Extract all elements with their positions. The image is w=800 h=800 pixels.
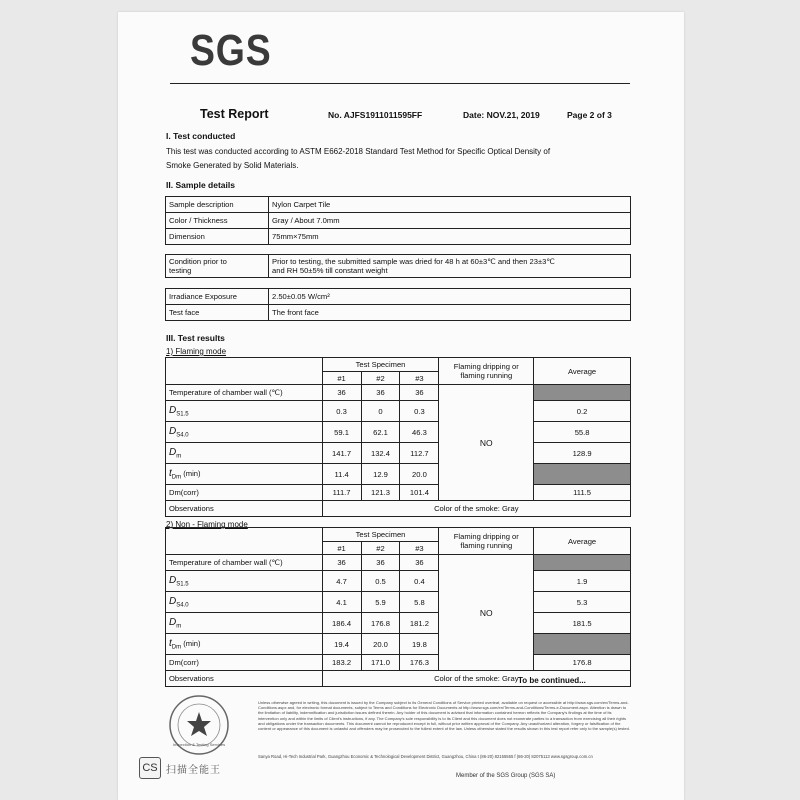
- specimen-value: 11.4: [322, 464, 361, 485]
- row-label: Dm(corr): [166, 485, 323, 501]
- specimen-value: 46.3: [400, 422, 439, 443]
- specimen-value: 0.3: [322, 401, 361, 422]
- header-flaming-dripping: Flaming dripping or flaming running: [439, 358, 534, 385]
- sgs-member-note: Member of the SGS Group (SGS SA): [456, 773, 556, 779]
- table-row: [166, 289, 631, 305]
- table-row: [166, 229, 631, 245]
- header-specimen-2: #2: [361, 542, 400, 555]
- specimen-value: 4.7: [322, 571, 361, 592]
- test-method-line-2: Smoke Generated by Solid Materials.: [166, 161, 299, 170]
- table-row: [166, 655, 631, 671]
- specimen-value: 36: [400, 385, 439, 401]
- table-row: [166, 634, 631, 655]
- header-specimen-1: #1: [322, 542, 361, 555]
- sgs-logo: SGS: [190, 26, 272, 75]
- specimen-value: 36: [361, 555, 400, 571]
- header-specimen-3: #3: [400, 372, 439, 385]
- table-header-row: [166, 528, 631, 542]
- header-specimen-3: #3: [400, 542, 439, 555]
- row-label: Test face: [166, 305, 269, 321]
- sample-details-table: [165, 196, 631, 245]
- row-label: $D_m$: [166, 443, 323, 464]
- specimen-value: 5.9: [361, 592, 400, 613]
- table-row: [166, 305, 631, 321]
- specimen-value: 121.3: [361, 485, 400, 501]
- row-label: Temperature of chamber wall (℃): [166, 385, 323, 401]
- table-row: [166, 255, 631, 278]
- table-row: [166, 613, 631, 634]
- average-value: [534, 385, 631, 401]
- flaming-results-table: [165, 357, 631, 517]
- average-value: [534, 555, 631, 571]
- table-row: [166, 555, 631, 571]
- specimen-value: 0.5: [361, 571, 400, 592]
- specimen-value: 183.2: [322, 655, 361, 671]
- table-row: [166, 385, 631, 401]
- non-flaming-results-table: [165, 527, 631, 687]
- specimen-value: 176.3: [400, 655, 439, 671]
- header-flaming-dripping: Flaming dripping or flaming running: [439, 528, 534, 555]
- specimen-value: 12.9: [361, 464, 400, 485]
- row-label: $D_m$: [166, 613, 323, 634]
- specimen-value: 62.1: [361, 422, 400, 443]
- specimen-value: 186.4: [322, 613, 361, 634]
- observations-label: Observations: [166, 501, 323, 517]
- table-row: [166, 592, 631, 613]
- table-row: [166, 443, 631, 464]
- average-value: 0.2: [534, 401, 631, 422]
- specimen-value: 36: [322, 555, 361, 571]
- specimen-value: 19.8: [400, 634, 439, 655]
- row-label: $D_{S1.5}$: [166, 571, 323, 592]
- exposure-table: [165, 288, 631, 321]
- table-row: [166, 464, 631, 485]
- table-row: [166, 501, 631, 517]
- specimen-value: 141.7: [322, 443, 361, 464]
- condition-label: Condition prior to testing: [166, 255, 269, 278]
- table-row: [166, 213, 631, 229]
- row-label: Sample description: [166, 197, 269, 213]
- specimen-value: 36: [361, 385, 400, 401]
- non-flaming-mode-heading: 2) Non - Flaming mode: [166, 520, 248, 529]
- average-value: 5.3: [534, 592, 631, 613]
- report-date: Date: NOV.21, 2019: [463, 110, 540, 120]
- header-average: Average: [534, 358, 631, 385]
- row-value: Gray / About 7.0mm: [269, 213, 631, 229]
- company-address: Sanya Road, Hi-Tech Industrial Park, Guangzhou Economic & Technological Development District, Guangzhou, China t (86-20) 82155555 f (86-20) 82075113 www.sgsgroup.com.cn: [258, 754, 593, 759]
- table-row: [166, 197, 631, 213]
- row-label: Dimension: [166, 229, 269, 245]
- row-label: Dm(corr): [166, 655, 323, 671]
- row-value: The front face: [269, 305, 631, 321]
- camscanner-watermark: 扫描全能王: [166, 765, 221, 776]
- specimen-value: 111.7: [322, 485, 361, 501]
- specimen-value: 171.0: [361, 655, 400, 671]
- stamp-caption: Inspection & Testing Services: [172, 742, 226, 747]
- table-header-row: [166, 358, 631, 372]
- page-title: Test Report: [200, 107, 269, 121]
- row-label: $D_{S1.5}$: [166, 401, 323, 422]
- test-method-line-1: This test was conducted according to ASTM E662-2018 Standard Test Method for Specific Optical Density of: [166, 147, 551, 156]
- report-number: No. AJFS1911011595FF: [328, 110, 423, 120]
- average-value: 55.8: [534, 422, 631, 443]
- section-heading-test-conducted: I. Test conducted: [166, 131, 236, 141]
- header-average: Average: [534, 528, 631, 555]
- row-label: Irradiance Exposure: [166, 289, 269, 305]
- specimen-value: 0.3: [400, 401, 439, 422]
- average-value: 176.8: [534, 655, 631, 671]
- specimen-value: 59.1: [322, 422, 361, 443]
- specimen-value: 0: [361, 401, 400, 422]
- condition-value: Prior to testing, the submitted sample was dried for 48 h at 60±3℃ and then 23±3℃ and RH 50±5% till constant weight: [269, 255, 631, 278]
- terms-fine-print: Unless otherwise agreed in writing, this document is issued by the Company subject to its General Conditions of Service printed overleaf, available on request or accessible at http://www.sgs.com/en/Terms-and-Conditions.aspx and, for electronic format documents, subject to Terms and Conditions for Electronic Documents at http://www.sgs.com/en/Terms-and-Conditions/Terms-e-Document.aspx. Attention is drawn to the limitation of liability, indemnification and jurisdiction issues defined therein. Any holder of this document is advised that information contained hereon reflects the Company's findings at the time of its intervention only and within the limits of Client's instructions, if any. The Company's sole responsibility is to its Client and this document does not exonerate parties to a transaction from exercising all their rights and obligations under the transaction documents. This document cannot be reproduced except in full, without prior written approval of the Company. Any unauthorized alteration, forgery or falsification of the content or appearance of this document is unlawful and offenders may be prosecuted to the fullest extent of the law. Unless otherwise stated the results shown in this test report refer only to the sample(s) tested.: [258, 700, 630, 732]
- flaming-mode-heading: 1) Flaming mode: [166, 347, 227, 356]
- specimen-value: 36: [400, 555, 439, 571]
- header-test-specimen: Test Specimen: [322, 528, 439, 542]
- average-value: 181.5: [534, 613, 631, 634]
- specimen-value: 0.4: [400, 571, 439, 592]
- observations-label: Observations: [166, 671, 323, 687]
- section-heading-sample-details: II. Sample details: [166, 180, 235, 190]
- camscanner-icon: CS: [139, 757, 161, 779]
- table-row: [166, 422, 631, 443]
- average-value: 128.9: [534, 443, 631, 464]
- header-rule: [170, 83, 630, 84]
- specimen-value: 5.8: [400, 592, 439, 613]
- row-label: $t_{Dm}$ (min): [166, 464, 323, 485]
- specimen-value: 4.1: [322, 592, 361, 613]
- flaming-dripping-value: NO: [439, 555, 534, 671]
- specimen-value: 101.4: [400, 485, 439, 501]
- row-value: 2.50±0.05 W/cm²: [269, 289, 631, 305]
- row-label: $D_{S4.0}$: [166, 592, 323, 613]
- table-row: [166, 485, 631, 501]
- average-value: 1.9: [534, 571, 631, 592]
- specimen-value: 176.8: [361, 613, 400, 634]
- specimen-value: 36: [322, 385, 361, 401]
- row-label: Temperature of chamber wall (℃): [166, 555, 323, 571]
- condition-table: [165, 254, 631, 278]
- table-row: [166, 571, 631, 592]
- observations-value: Color of the smoke: Gray: [322, 671, 630, 687]
- header-specimen-2: #2: [361, 372, 400, 385]
- row-value: Nylon Carpet Tile: [269, 197, 631, 213]
- observations-value: Color of the smoke: Gray: [322, 501, 630, 517]
- specimen-value: 20.0: [361, 634, 400, 655]
- specimen-value: 20.0: [400, 464, 439, 485]
- specimen-value: 181.2: [400, 613, 439, 634]
- average-value: [534, 464, 631, 485]
- flaming-dripping-value: NO: [439, 385, 534, 501]
- row-label: $D_{S4.0}$: [166, 422, 323, 443]
- row-value: 75mm×75mm: [269, 229, 631, 245]
- average-value: 111.5: [534, 485, 631, 501]
- row-label: $t_{Dm}$ (min): [166, 634, 323, 655]
- page-number: Page 2 of 3: [567, 110, 612, 120]
- average-value: [534, 634, 631, 655]
- specimen-value: 112.7: [400, 443, 439, 464]
- specimen-value: 132.4: [361, 443, 400, 464]
- table-row: [166, 401, 631, 422]
- section-heading-test-results: III. Test results: [166, 333, 225, 343]
- row-label: Color / Thickness: [166, 213, 269, 229]
- continued-note: To be continued...: [518, 676, 586, 685]
- header-specimen-1: #1: [322, 372, 361, 385]
- specimen-value: 19.4: [322, 634, 361, 655]
- header-test-specimen: Test Specimen: [322, 358, 439, 372]
